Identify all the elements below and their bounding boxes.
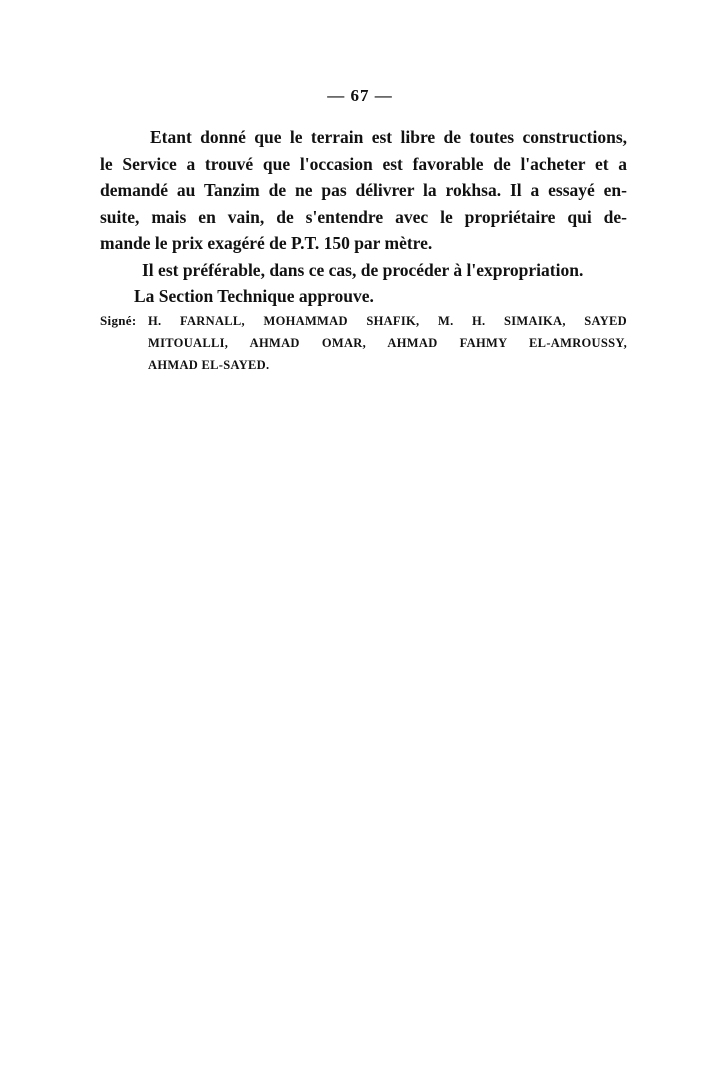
signature-label: Signé: bbox=[100, 313, 137, 328]
paragraph-1 bbox=[100, 124, 627, 257]
paragraph-3-line-1: La Section Technique approuve. bbox=[134, 286, 374, 306]
paragraph-3 bbox=[100, 283, 627, 310]
paragraph-2-line-1: Il est préférable, dans ce cas, de procéder à l'expropriation. bbox=[142, 259, 584, 280]
signature-block bbox=[100, 310, 627, 376]
paragraph-1-line-4: suite, mais en vain, de s'entendre avec le propriétaire qui de- bbox=[100, 206, 627, 227]
paragraph-1-line-2: le Service a trouvé que l'occasion est favorable de l'acheter et a bbox=[100, 153, 627, 174]
signature-line-1: H. FARNALL, MOHAMMAD SHAFIK, M. H. SIMAIKA, SAYED bbox=[148, 314, 627, 328]
page-number: — 67 — bbox=[327, 86, 393, 105]
signature-line-2: MITOUALLI, AHMAD OMAR, AHMAD FAHMY EL-AMROUSSY, bbox=[148, 336, 627, 350]
body-text bbox=[100, 124, 627, 310]
paragraph-2 bbox=[100, 257, 627, 284]
signature-names bbox=[148, 310, 627, 376]
paragraph-1-line-3: demandé au Tanzim de ne pas délivrer la rokhsa. Il a essayé en- bbox=[100, 180, 627, 200]
signature-row bbox=[100, 310, 627, 376]
paragraph-1-line-5: mande le prix exagéré de P.T. 150 par mètre. bbox=[100, 233, 433, 253]
paragraph-1-line-1: Etant donné que le terrain est libre de toutes constructions, bbox=[150, 127, 627, 147]
signature-line-3: AHMAD EL-SAYED. bbox=[148, 358, 270, 372]
